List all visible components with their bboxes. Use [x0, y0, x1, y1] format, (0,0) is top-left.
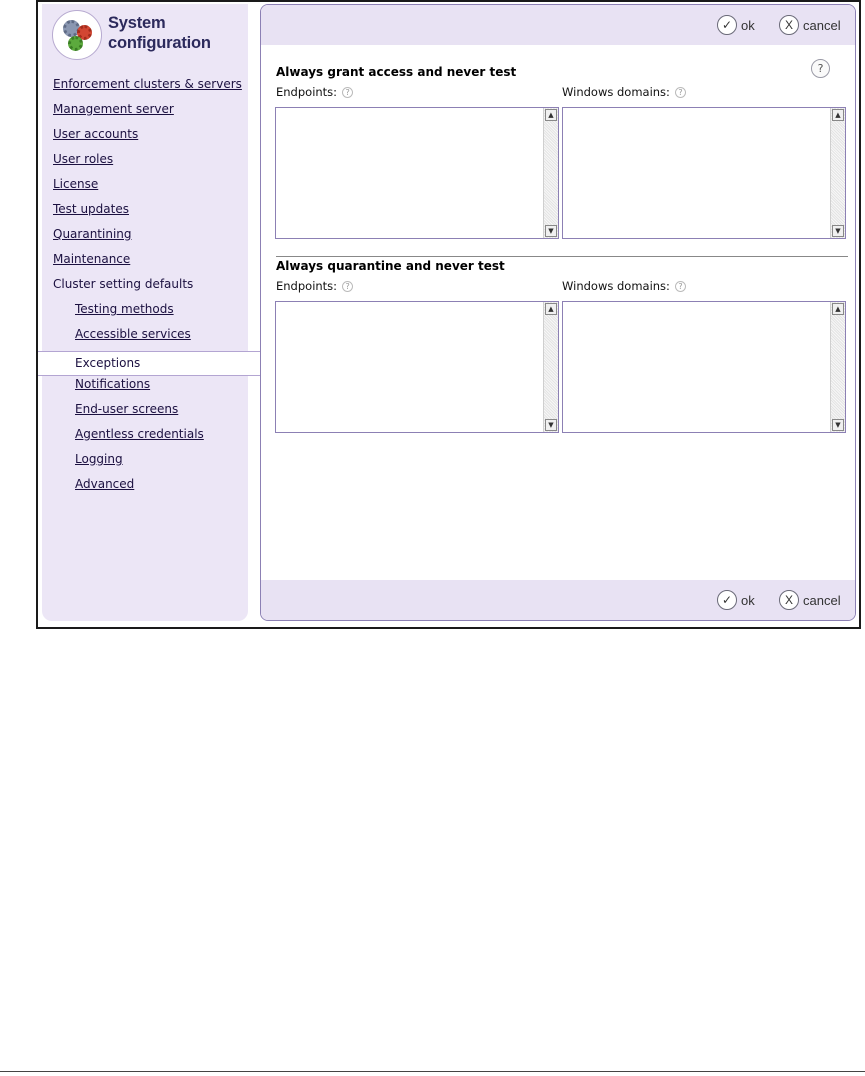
question-icon[interactable]: ?: [675, 281, 686, 292]
quarantine-endpoints-textarea[interactable]: [275, 301, 559, 433]
sidebar-item-notifications[interactable]: [42, 376, 252, 401]
sidebar-item-accessible-services[interactable]: [42, 326, 252, 351]
arrow-up-icon[interactable]: ▲: [545, 303, 557, 315]
ok-button[interactable]: [717, 589, 755, 611]
quarantine-domains-label-text: Windows domains:: [562, 279, 670, 293]
sidebar-item-label: Logging: [75, 452, 123, 466]
logo: [52, 10, 248, 60]
quarantine-endpoints-label-text: Endpoints:: [276, 279, 338, 293]
exceptions-panel: [260, 4, 856, 621]
sidebar-item-enforcement-clusters[interactable]: [42, 76, 252, 101]
arrow-up-icon[interactable]: ▲: [832, 303, 844, 315]
sidebar-item-testing-methods[interactable]: [42, 301, 252, 326]
x-icon: X: [779, 15, 799, 35]
sidebar-item-cluster-setting-defaults[interactable]: [42, 276, 252, 301]
sidebar-item-test-updates[interactable]: [42, 201, 252, 226]
arrow-down-icon[interactable]: ▼: [832, 419, 844, 431]
cancel-button[interactable]: [779, 14, 841, 36]
sidebar: [42, 4, 248, 621]
sidebar-item-logging[interactable]: [42, 451, 252, 476]
question-icon[interactable]: ?: [342, 281, 353, 292]
sidebar-item-label: Advanced: [75, 477, 135, 491]
cancel-label: cancel: [803, 17, 841, 33]
grant-endpoints-label-text: Endpoints:: [276, 85, 338, 99]
sidebar-item-label: Enforcement clusters & servers: [53, 77, 242, 91]
sidebar-item-label: Exceptions: [75, 356, 141, 370]
question-icon[interactable]: ?: [811, 59, 830, 78]
arrow-up-icon[interactable]: ▲: [832, 109, 844, 121]
scrollbar[interactable]: [543, 302, 558, 432]
ok-button[interactable]: [717, 14, 755, 36]
sidebar-item-license[interactable]: [42, 176, 252, 201]
ok-label: ok: [741, 592, 755, 608]
sidebar-item-label: User roles: [53, 152, 114, 166]
section-title-quarantine: Always quarantine and never test: [276, 259, 505, 273]
quarantine-endpoints-label: [276, 279, 353, 293]
section-divider: [276, 256, 848, 257]
system-configuration-window: [36, 0, 861, 629]
sidebar-item-management-server[interactable]: [42, 101, 252, 126]
scrollbar[interactable]: [830, 302, 845, 432]
arrow-up-icon[interactable]: ▲: [545, 109, 557, 121]
section-title-grant: Always grant access and never test: [276, 65, 517, 79]
sidebar-item-end-user-screens[interactable]: [42, 401, 252, 426]
sidebar-item-user-roles[interactable]: [42, 151, 252, 176]
sidebar-item-agentless-credentials[interactable]: [42, 426, 252, 451]
sidebar-item-label: Quarantining: [53, 227, 132, 241]
scrollbar[interactable]: [830, 108, 845, 238]
sidebar-item-label: Test updates: [53, 202, 129, 216]
grant-endpoints-label: [276, 85, 353, 99]
ok-label: ok: [741, 17, 755, 33]
sidebar-item-label: Notifications: [75, 377, 151, 391]
sidebar-item-label: Management server: [53, 102, 174, 116]
sidebar-item-label: Agentless credentials: [75, 427, 204, 441]
gear-green-icon: [68, 36, 83, 51]
grant-domains-label-text: Windows domains:: [562, 85, 670, 99]
x-icon: X: [779, 590, 799, 610]
sidebar-nav: [42, 76, 252, 501]
arrow-down-icon[interactable]: ▼: [545, 419, 557, 431]
gears-icon: [52, 10, 102, 60]
top-toolbar: [261, 5, 855, 45]
sidebar-item-label: End-user screens: [75, 402, 179, 416]
grant-endpoints-textarea[interactable]: [275, 107, 559, 239]
question-icon[interactable]: ?: [342, 87, 353, 98]
sidebar-item-quarantining[interactable]: [42, 226, 252, 251]
page-rule: [0, 1071, 865, 1072]
checkmark-icon: ✓: [717, 15, 737, 35]
sidebar-item-label: Maintenance: [53, 252, 131, 266]
app-title: System configuration: [108, 14, 211, 52]
quarantine-domains-label: [562, 279, 686, 293]
grant-domains-textarea[interactable]: [562, 107, 846, 239]
sidebar-item-label: User accounts: [53, 127, 139, 141]
checkmark-icon: ✓: [717, 590, 737, 610]
arrow-down-icon[interactable]: ▼: [545, 225, 557, 237]
sidebar-item-advanced[interactable]: [42, 476, 252, 501]
question-icon[interactable]: ?: [675, 87, 686, 98]
cancel-button[interactable]: [779, 589, 841, 611]
sidebar-item-user-accounts[interactable]: [42, 126, 252, 151]
sidebar-item-exceptions[interactable]: [38, 351, 262, 376]
bottom-toolbar: [261, 580, 855, 620]
sidebar-item-label: Cluster setting defaults: [53, 277, 194, 291]
quarantine-domains-textarea[interactable]: [562, 301, 846, 433]
sidebar-item-maintenance[interactable]: [42, 251, 252, 276]
sidebar-item-label: Testing methods: [75, 302, 174, 316]
cancel-label: cancel: [803, 592, 841, 608]
scrollbar[interactable]: [543, 108, 558, 238]
sidebar-item-label: Accessible services: [75, 327, 191, 341]
grant-domains-label: [562, 85, 686, 99]
arrow-down-icon[interactable]: ▼: [832, 225, 844, 237]
sidebar-item-label: License: [53, 177, 99, 191]
